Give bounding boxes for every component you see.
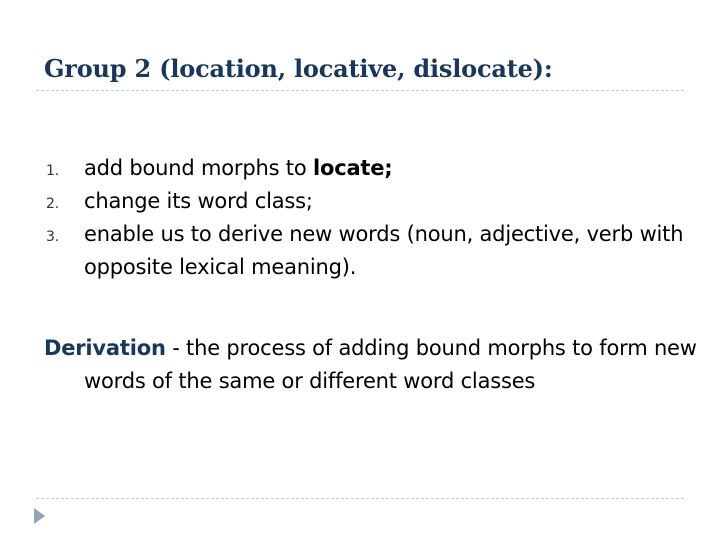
- top-divider: [36, 90, 684, 91]
- triangle-right-icon[interactable]: [34, 508, 45, 524]
- list-item-text: enable us to derive new words (noun, adjective, verb with opposite lexical meaning).: [84, 222, 684, 279]
- list-number: 1.: [46, 163, 59, 179]
- list-item-text: change its word class;: [84, 189, 313, 213]
- list-item-keyword: locate;: [312, 156, 393, 180]
- definition-text: - the process of adding bound morphs to form new words of the same or different word classes: [84, 336, 697, 393]
- list-item: [46, 152, 686, 185]
- slide-title: Group 2 (location, locative, dislocate):: [44, 54, 553, 83]
- list-number: 2.: [46, 196, 59, 212]
- list-number: 3.: [46, 229, 59, 245]
- list-item-text: add bound morphs to: [84, 156, 313, 180]
- definition-paragraph: [44, 332, 720, 398]
- definition-term: Derivation: [44, 336, 166, 360]
- bottom-divider: [36, 498, 684, 499]
- list-item: [46, 218, 686, 284]
- numbered-list: [46, 152, 686, 284]
- list-item: [46, 185, 686, 218]
